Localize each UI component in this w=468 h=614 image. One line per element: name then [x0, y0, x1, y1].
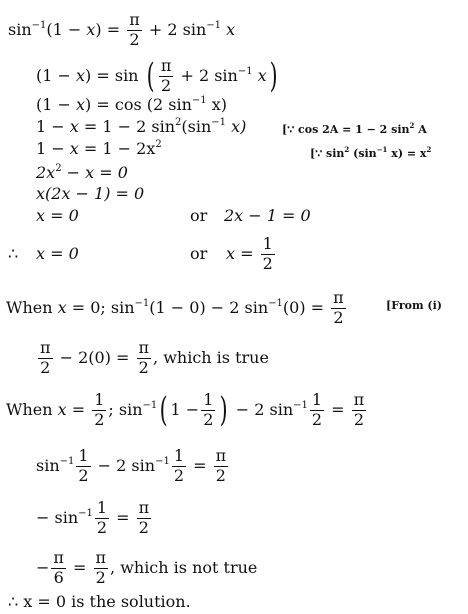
numerator: π: [138, 338, 150, 357]
text: sin: [8, 19, 32, 39]
fraction: [137, 500, 152, 537]
text: When: [6, 399, 58, 419]
denominator: 2: [203, 409, 214, 429]
fraction: [172, 448, 186, 485]
reference-note: [386, 300, 442, 311]
superscript: −1: [142, 399, 158, 411]
fraction: [201, 392, 215, 429]
fraction: [51, 550, 66, 587]
equation-line-6: [36, 164, 128, 181]
equation-line-7: [36, 186, 144, 202]
fraction: [352, 392, 367, 429]
denominator: 2: [94, 409, 105, 429]
equation-line-13: [36, 448, 230, 485]
text: = 1 − 2x: [78, 139, 156, 158]
fraction: [137, 340, 152, 377]
equation-line-12: [6, 389, 368, 430]
left-paren-icon: (: [159, 389, 168, 430]
denominator: 2: [78, 465, 89, 485]
text: (1 −: [46, 19, 87, 39]
text: [From (i): [386, 299, 443, 312]
text: − 2 sin: [230, 399, 294, 419]
fraction: [310, 392, 324, 429]
equation-line-2: [36, 55, 280, 96]
variable: x: [221, 19, 236, 39]
text: When: [6, 297, 58, 317]
numerator: π: [160, 56, 172, 75]
denominator: 2: [333, 307, 344, 327]
text: −: [36, 557, 50, 577]
text: [∵ sin: [310, 147, 345, 160]
numerator: π: [53, 548, 64, 567]
text: sin: [36, 455, 60, 475]
numerator: π: [40, 338, 51, 357]
superscript: −1: [191, 95, 207, 106]
fraction: [38, 340, 53, 377]
variable: x: [86, 19, 96, 39]
equation-line-15: [36, 550, 257, 587]
numerator: 1: [203, 390, 214, 409]
equation-line-8-right: [224, 208, 311, 224]
denominator: 2: [173, 465, 184, 485]
text: [∵ cos 2A = 1 − 2 sin: [282, 123, 410, 136]
numerator: π: [95, 548, 107, 567]
note-identity-sin-squared: [310, 146, 431, 159]
superscript: 2: [175, 117, 182, 128]
fraction: [331, 290, 346, 327]
text: − 2(0) =: [54, 347, 135, 367]
text: 2x − 1 = 0: [224, 206, 311, 225]
text: (1 −: [36, 65, 76, 85]
variable: x: [69, 117, 79, 136]
text: x(2x − 1) = 0: [36, 184, 145, 203]
superscript: −1: [134, 297, 150, 309]
fraction: [127, 12, 142, 49]
numerator: π: [129, 10, 140, 29]
superscript: −1: [376, 145, 388, 154]
fraction: [95, 500, 109, 537]
text: (1 −: [36, 95, 76, 114]
denominator: 2: [161, 75, 172, 95]
numerator: π: [138, 498, 150, 517]
superscript: 2: [409, 121, 415, 130]
text: (sin: [181, 117, 212, 136]
variable: x): [226, 117, 247, 136]
left-paren-icon: (: [146, 55, 155, 96]
text: x): [206, 95, 227, 114]
numerator: π: [215, 446, 227, 465]
fraction: [94, 550, 109, 587]
text: , which is not true: [110, 557, 258, 577]
text: 1 −: [170, 399, 200, 419]
text: (sin: [349, 147, 377, 160]
text: ) = cos (2 sin: [85, 95, 192, 114]
fraction: [159, 58, 174, 95]
text: x =: [226, 243, 259, 263]
denominator: 2: [138, 357, 149, 377]
numerator: 1: [96, 498, 108, 517]
equation-line-10: [6, 290, 348, 327]
text: or: [190, 206, 208, 225]
superscript: −1: [293, 399, 308, 411]
text: + 2 sin: [175, 65, 238, 85]
variable: x: [57, 399, 67, 419]
denominator: 6: [53, 567, 64, 587]
numerator: 1: [94, 390, 105, 409]
right-paren-icon: ): [220, 389, 229, 430]
equation-line-3: [36, 96, 227, 113]
denominator: 2: [95, 567, 106, 587]
text: ; sin: [108, 399, 143, 419]
denominator: 2: [96, 517, 108, 537]
superscript: 2: [155, 139, 162, 150]
denominator: 2: [129, 29, 140, 49]
variable: x: [76, 95, 86, 114]
denominator: 2: [138, 517, 149, 537]
denominator: 2: [262, 253, 273, 273]
denominator: 2: [215, 465, 226, 485]
superscript: 2: [344, 145, 350, 154]
superscript: −1: [78, 507, 93, 519]
equation-line-11: [36, 340, 269, 377]
equation-line-9-or: [190, 246, 207, 262]
text: + 2 sin: [143, 19, 207, 39]
superscript: −1: [31, 19, 47, 31]
text: =: [111, 507, 135, 527]
equation-line-8-or: [190, 208, 207, 224]
equation-line-9-left: [36, 246, 79, 262]
note-identity-cos2a: [282, 122, 427, 135]
superscript: −1: [237, 65, 253, 77]
text: , which is true: [153, 347, 269, 367]
text: A: [414, 123, 427, 136]
text: (1 − 0) − 2 sin: [149, 297, 269, 317]
equation-line-8: [36, 208, 79, 224]
superscript: −1: [206, 19, 221, 31]
fraction: [214, 448, 229, 485]
superscript: −1: [211, 117, 227, 128]
text: − 2 sin: [92, 455, 156, 475]
denominator: 2: [311, 409, 323, 429]
denominator: 2: [353, 409, 364, 429]
text: − x = 0: [61, 163, 128, 182]
equation-line-5: [36, 140, 162, 157]
fraction: [92, 392, 106, 429]
equation-line-14: [36, 500, 153, 537]
text: = 0; sin: [66, 297, 135, 317]
superscript: 2: [55, 163, 62, 174]
numerator: π: [353, 390, 365, 409]
numerator: 1: [262, 234, 273, 253]
numerator: 1: [311, 390, 323, 409]
variable: x: [57, 297, 67, 317]
therefore-icon: ∴: [8, 244, 19, 263]
text: =: [188, 455, 212, 475]
text: x = 0: [36, 206, 79, 225]
equation-line-4: [36, 118, 246, 135]
fraction: [76, 448, 90, 485]
text: =: [66, 399, 91, 419]
fraction: [261, 236, 275, 273]
superscript: 2: [426, 145, 432, 154]
text: x) = x: [387, 147, 427, 160]
conclusion-text: x = 0 is the solution.: [18, 592, 191, 611]
text: 1 −: [36, 117, 70, 136]
text: = 1 − 2 sin: [78, 117, 176, 136]
numerator: 1: [173, 446, 184, 465]
text: (0) =: [282, 297, 330, 317]
denominator: 2: [40, 357, 51, 377]
variable: x: [252, 65, 267, 85]
text: − sin: [36, 507, 79, 527]
equation-line-9-right: [226, 236, 277, 273]
superscript: −1: [268, 297, 283, 309]
conclusion-line: [8, 594, 191, 610]
text: or: [190, 244, 208, 263]
superscript: −1: [155, 455, 170, 467]
text: 1 −: [36, 139, 70, 158]
text: x = 0: [36, 244, 79, 263]
text: ) = sin: [85, 65, 144, 85]
therefore-icon: ∴: [8, 592, 19, 611]
right-paren-icon: ): [269, 55, 278, 96]
text: =: [326, 399, 350, 419]
numerator: 1: [78, 446, 89, 465]
text: 2x: [36, 163, 56, 182]
superscript: −1: [59, 455, 75, 467]
text: ) =: [95, 19, 126, 39]
variable: x: [69, 139, 79, 158]
numerator: π: [333, 288, 344, 307]
variable: x: [76, 65, 86, 85]
equation-line-1: [8, 12, 235, 49]
equation-line-9: [8, 246, 18, 262]
text: =: [67, 557, 92, 577]
